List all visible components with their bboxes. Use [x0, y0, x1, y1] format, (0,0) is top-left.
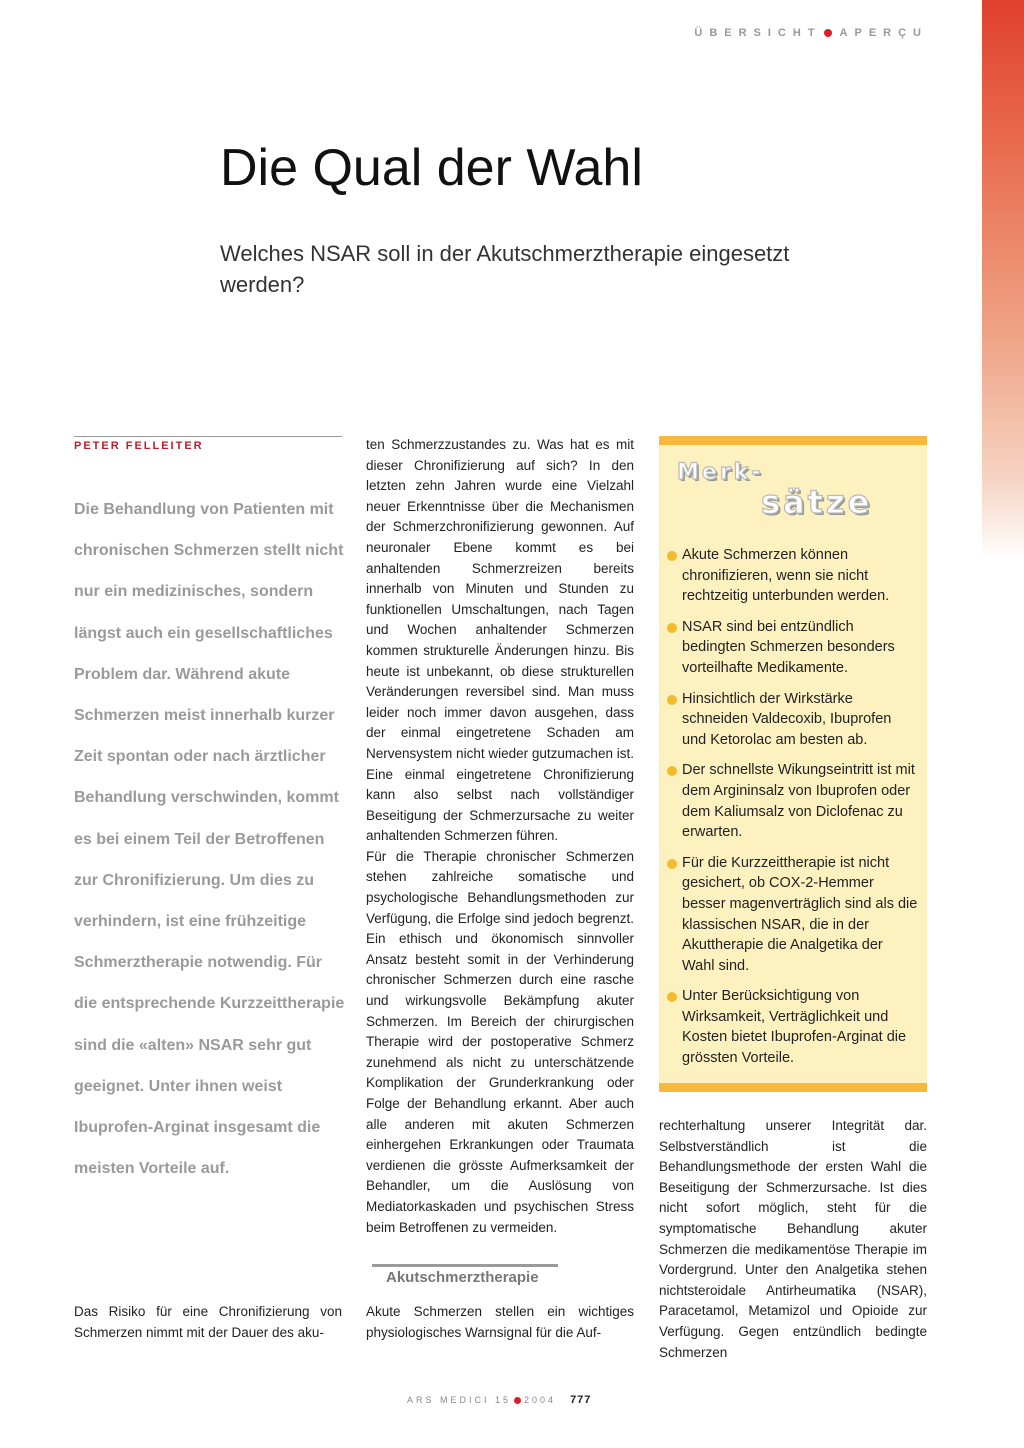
- footer-journal: ARS MEDICI 15: [407, 1395, 512, 1405]
- list-item-text: Unter Berücksichtigung von Wirksamkeit, Verträglichkeit und Kosten bietet Ibuprofen-Arginat die grössten Vorteile.: [682, 988, 907, 1067]
- lead-paragraph: Die Behandlung von Patienten mit chronischen Schmerzen stellt nicht nur ein medizinisches, sondern längst auch ein gesellschaftliches Problem dar. Während akute Schmerzen meist innerhalb kurzer Zeit spontan oder nach ärztlicher Behandlung verschwinden, kommt es bei einem Teil der Betroffenen zur Chronifizierung. Um dies zu verhindern, ist eine frühzeitige Schmerztherapie notwendig. Für die entsprechende Kurzzeittherapie sind die «alten» NSAR sehr gut geeignet. Unter ihnen weist Ibuprofen-Arginat insgesamt die meisten Vorteile auf.: [74, 501, 345, 1178]
- bullet-icon: [667, 623, 677, 633]
- list-item: [667, 689, 919, 751]
- page-footer: [407, 1394, 591, 1406]
- header-dot-icon: [824, 29, 832, 37]
- box-title-line-1: Merk-: [677, 460, 764, 485]
- column-2: [366, 435, 634, 1238]
- list-item-text: Hinsichtlich der Wirkstärke schneiden Valdecoxib, Ibuprofen und Ketorolac am besten ab.: [682, 690, 892, 748]
- article-subtitle: Welches NSAR soll in der Akutschmerztherapie eingesetzt werden?: [220, 241, 790, 297]
- article-title: Die Qual der Wahl: [220, 139, 643, 197]
- bullet-icon: [667, 859, 677, 869]
- list-item-text: Für die Kurzzeittherapie ist nicht gesichert, ob COX-2-Hemmer besser magenverträglich sind als die klassischen NSAR, die in der Akuttherapie die Analgetika der Wahl sind.: [682, 854, 918, 974]
- column-1-body: Das Risiko für eine Chronifizierung von Schmerzen nimmt mit der Dauer des aku-: [74, 1304, 342, 1340]
- section-divider: [372, 1264, 558, 1267]
- footer-dot-icon: [514, 1397, 521, 1404]
- bullet-icon: [667, 766, 677, 776]
- header-left: ÜBERSICHT: [694, 27, 822, 39]
- column-2-paragraph-3: Akute Schmerzen stellen ein wichtiges physiologisches Warnsignal für die Auf-: [366, 1304, 634, 1340]
- list-item: [667, 853, 919, 977]
- list-item: [667, 986, 919, 1068]
- column-3-body: rechterhaltung unserer Integrität dar. Selbstverständlich ist die Behandlungsmethode der ersten Wahl die Beseitigung der Schmerzursache. Ist dies nicht sofort möglich, steht für die symptomatische Behandlung akuter Schmerzen die medikamentöse Therapie im Vordergrund. Unter den Analgetika stehen nichtsteroidale Antirheumatika (NSAR), Paracetamol, Metamizol und Opioide zur Verfügung. Gegen entzündlich bedingte Schmerzen: [659, 1118, 927, 1360]
- bullet-icon: [667, 551, 677, 561]
- author-divider: [74, 436, 342, 437]
- list-item: [667, 545, 919, 607]
- merksaetze-box: [659, 436, 927, 1092]
- column-2-paragraph-2: Für die Therapie chronischer Schmerzen stehen zahlreiche somatische und psychologische Behandlungsmethoden zur Verfügung, die Erfolge sind jedoch begrenzt. Ein ethisch und ökonomisch sinnvoller Ansatz besteht somit in der Verhinderung chronischer Schmerzen durch eine rasche und wirkungsvolle Bekämpfung akuter Schmerzen. Im Bereich der chirurgischen Therapie wird der postoperative Schmerz zunehmend als nicht zu unterschätzende Komplikation der Grunderkrankung oder Folge der Behandlung erkannt. Aber auch alle anderen mit akuten Schmerzen einhergehen Erkrankungen oder Traumata verdienen die grösste Aufmerksamkeit der Behandler, um die Auslösung von Mediatorkaskaden und psychischen Stress beim Betroffenen zu vermeiden.: [366, 848, 634, 1235]
- box-title-line-2: sätze: [761, 483, 873, 521]
- list-item: [667, 617, 919, 679]
- list-item-text: Akute Schmerzen können chronifizieren, wenn sie nicht rechtzeitig unterbunden werden.: [682, 547, 890, 605]
- section-heading: Akutschmerztherapie: [386, 1269, 539, 1286]
- decorative-side-bar: [982, 0, 1024, 560]
- page-number: 777: [570, 1394, 592, 1406]
- list-item-text: Der schnellste Wikungseintritt ist mit dem Argininsalz von Ibuprofen oder dem Kaliumsalz von Diclofenac zu erwarten.: [682, 762, 915, 841]
- section-header: [694, 27, 928, 39]
- footer-year: 2004: [524, 1395, 557, 1405]
- bullet-icon: [667, 695, 677, 705]
- author-name: PETER FELLEITER: [74, 440, 204, 452]
- merksaetze-list: [667, 545, 919, 1079]
- bullet-icon: [667, 992, 677, 1002]
- list-item-text: NSAR sind bei entzündlich bedingten Schmerzen besonders vorteilhafte Medikamente.: [682, 618, 895, 676]
- header-right: APERÇU: [839, 27, 928, 39]
- column-2-paragraph-1: ten Schmerzzustandes zu. Was hat es mit dieser Chronifizierung auf sich? In den letzten zehn Jahren wurde eine Vielzahl neuer Erkenntnisse über die Mechanismen der Schmerzchronifizierung gewonnen. Auf neuronaler Ebene kommt es bei anhaltenden Schmerzreizen bereits innerhalb von Minuten und Stunden zu funktionellen Umschaltungen, nach Tagen und Wochen anhaltender Schmerzen kommen strukturelle Änderungen hinzu. Bis heute ist unbekannt, ob diese strukturellen Veränderungen reversibel sind. Man muss leider noch immer davon ausgehen, dass der einmal eingetretene Schaden am Nervensystem nicht wieder gutzumachen ist. Eine einmal eingetretene Chronifizierung kann also selbst nach vollständiger Beseitigung der Schmerzursache zu weiter anhaltenden Schmerzen führen.: [366, 437, 634, 844]
- list-item: [667, 760, 919, 842]
